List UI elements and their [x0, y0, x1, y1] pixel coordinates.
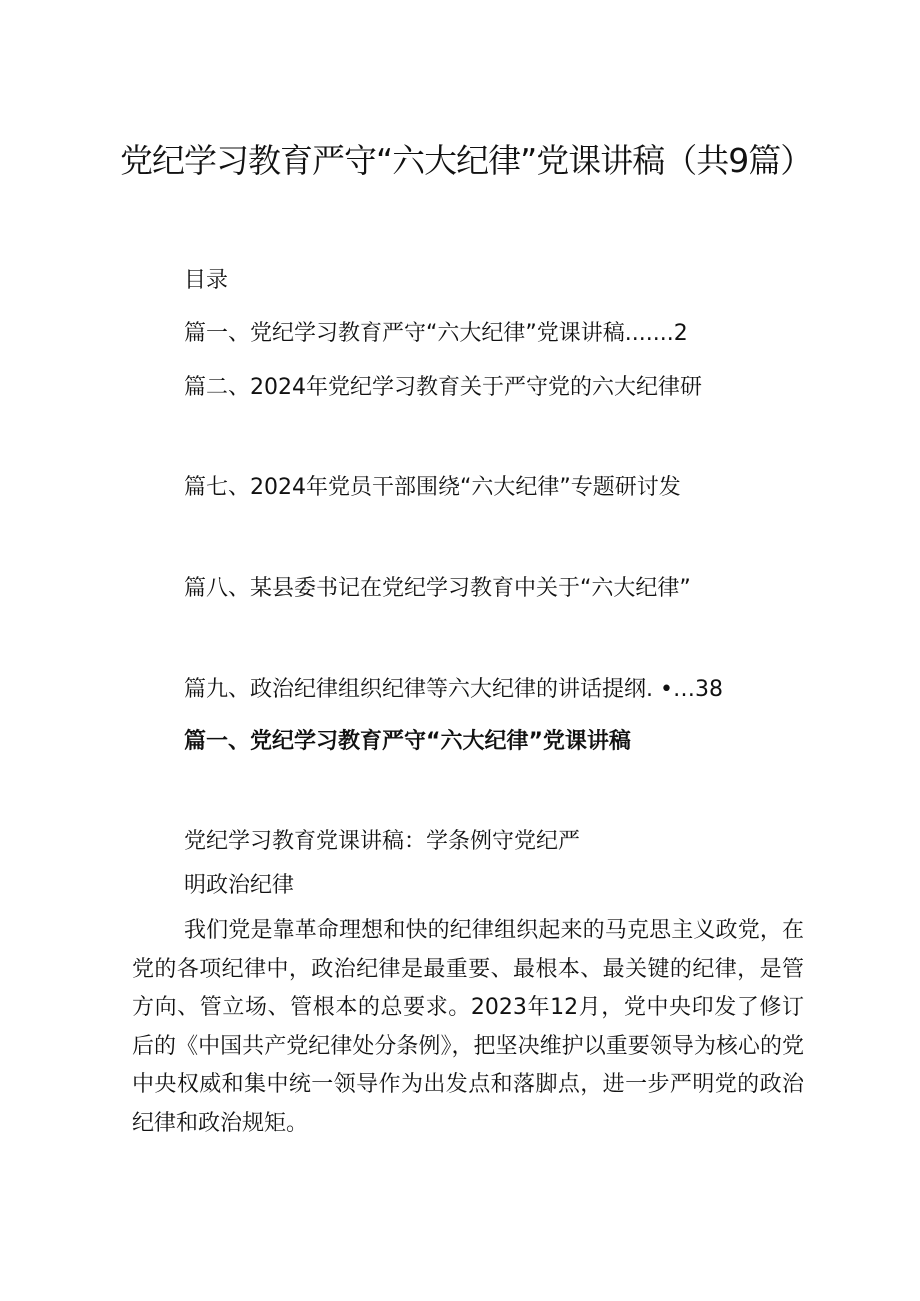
section-heading: 篇一、党纪学习教育严守“六大纪律”党课讲稿	[184, 729, 631, 754]
speech-subtitle: 明政治纪律	[184, 873, 295, 898]
document-title: 党纪学习教育严守“六大纪律”党课讲稿（共9篇）	[120, 141, 813, 180]
body-paragraph: 我们党是靠革命理想和快的纪律组织起来的马克思主义政党，在党的各项纪律中，政治纪律是最重要、最根本、最关键的纪律，是管方向、管立场、管根本的总要求。2023年12月，党中央印发了修订后的《中国共产党纪律处分条例》，把坚决维护以重要领导为核心的党中央权威和集中统一领导作为出发点和落脚点，进一步严明党的政治纪律和政治规矩。	[132, 918, 804, 1136]
toc-entry: 篇一、党纪学习教育严守“六大纪律”党课讲稿.......2	[184, 321, 688, 346]
toc-entry: 篇二、2024年党纪学习教育关于严守党的六大纪律研	[184, 375, 702, 400]
toc-entry: 篇八、某县委书记在党纪学习教育中关于“六大纪律”	[184, 576, 691, 601]
toc-entry: 篇九、政治纪律组织纪律等六大纪律的讲话提纲. •…38	[184, 677, 723, 702]
toc-entry: 篇七、2024年党员干部围绕“六大纪律”专题研讨发	[184, 475, 681, 500]
toc-heading: 目录	[184, 268, 229, 293]
speech-subtitle: 党纪学习教育党课讲稿：学条例守党纪严	[184, 829, 581, 854]
